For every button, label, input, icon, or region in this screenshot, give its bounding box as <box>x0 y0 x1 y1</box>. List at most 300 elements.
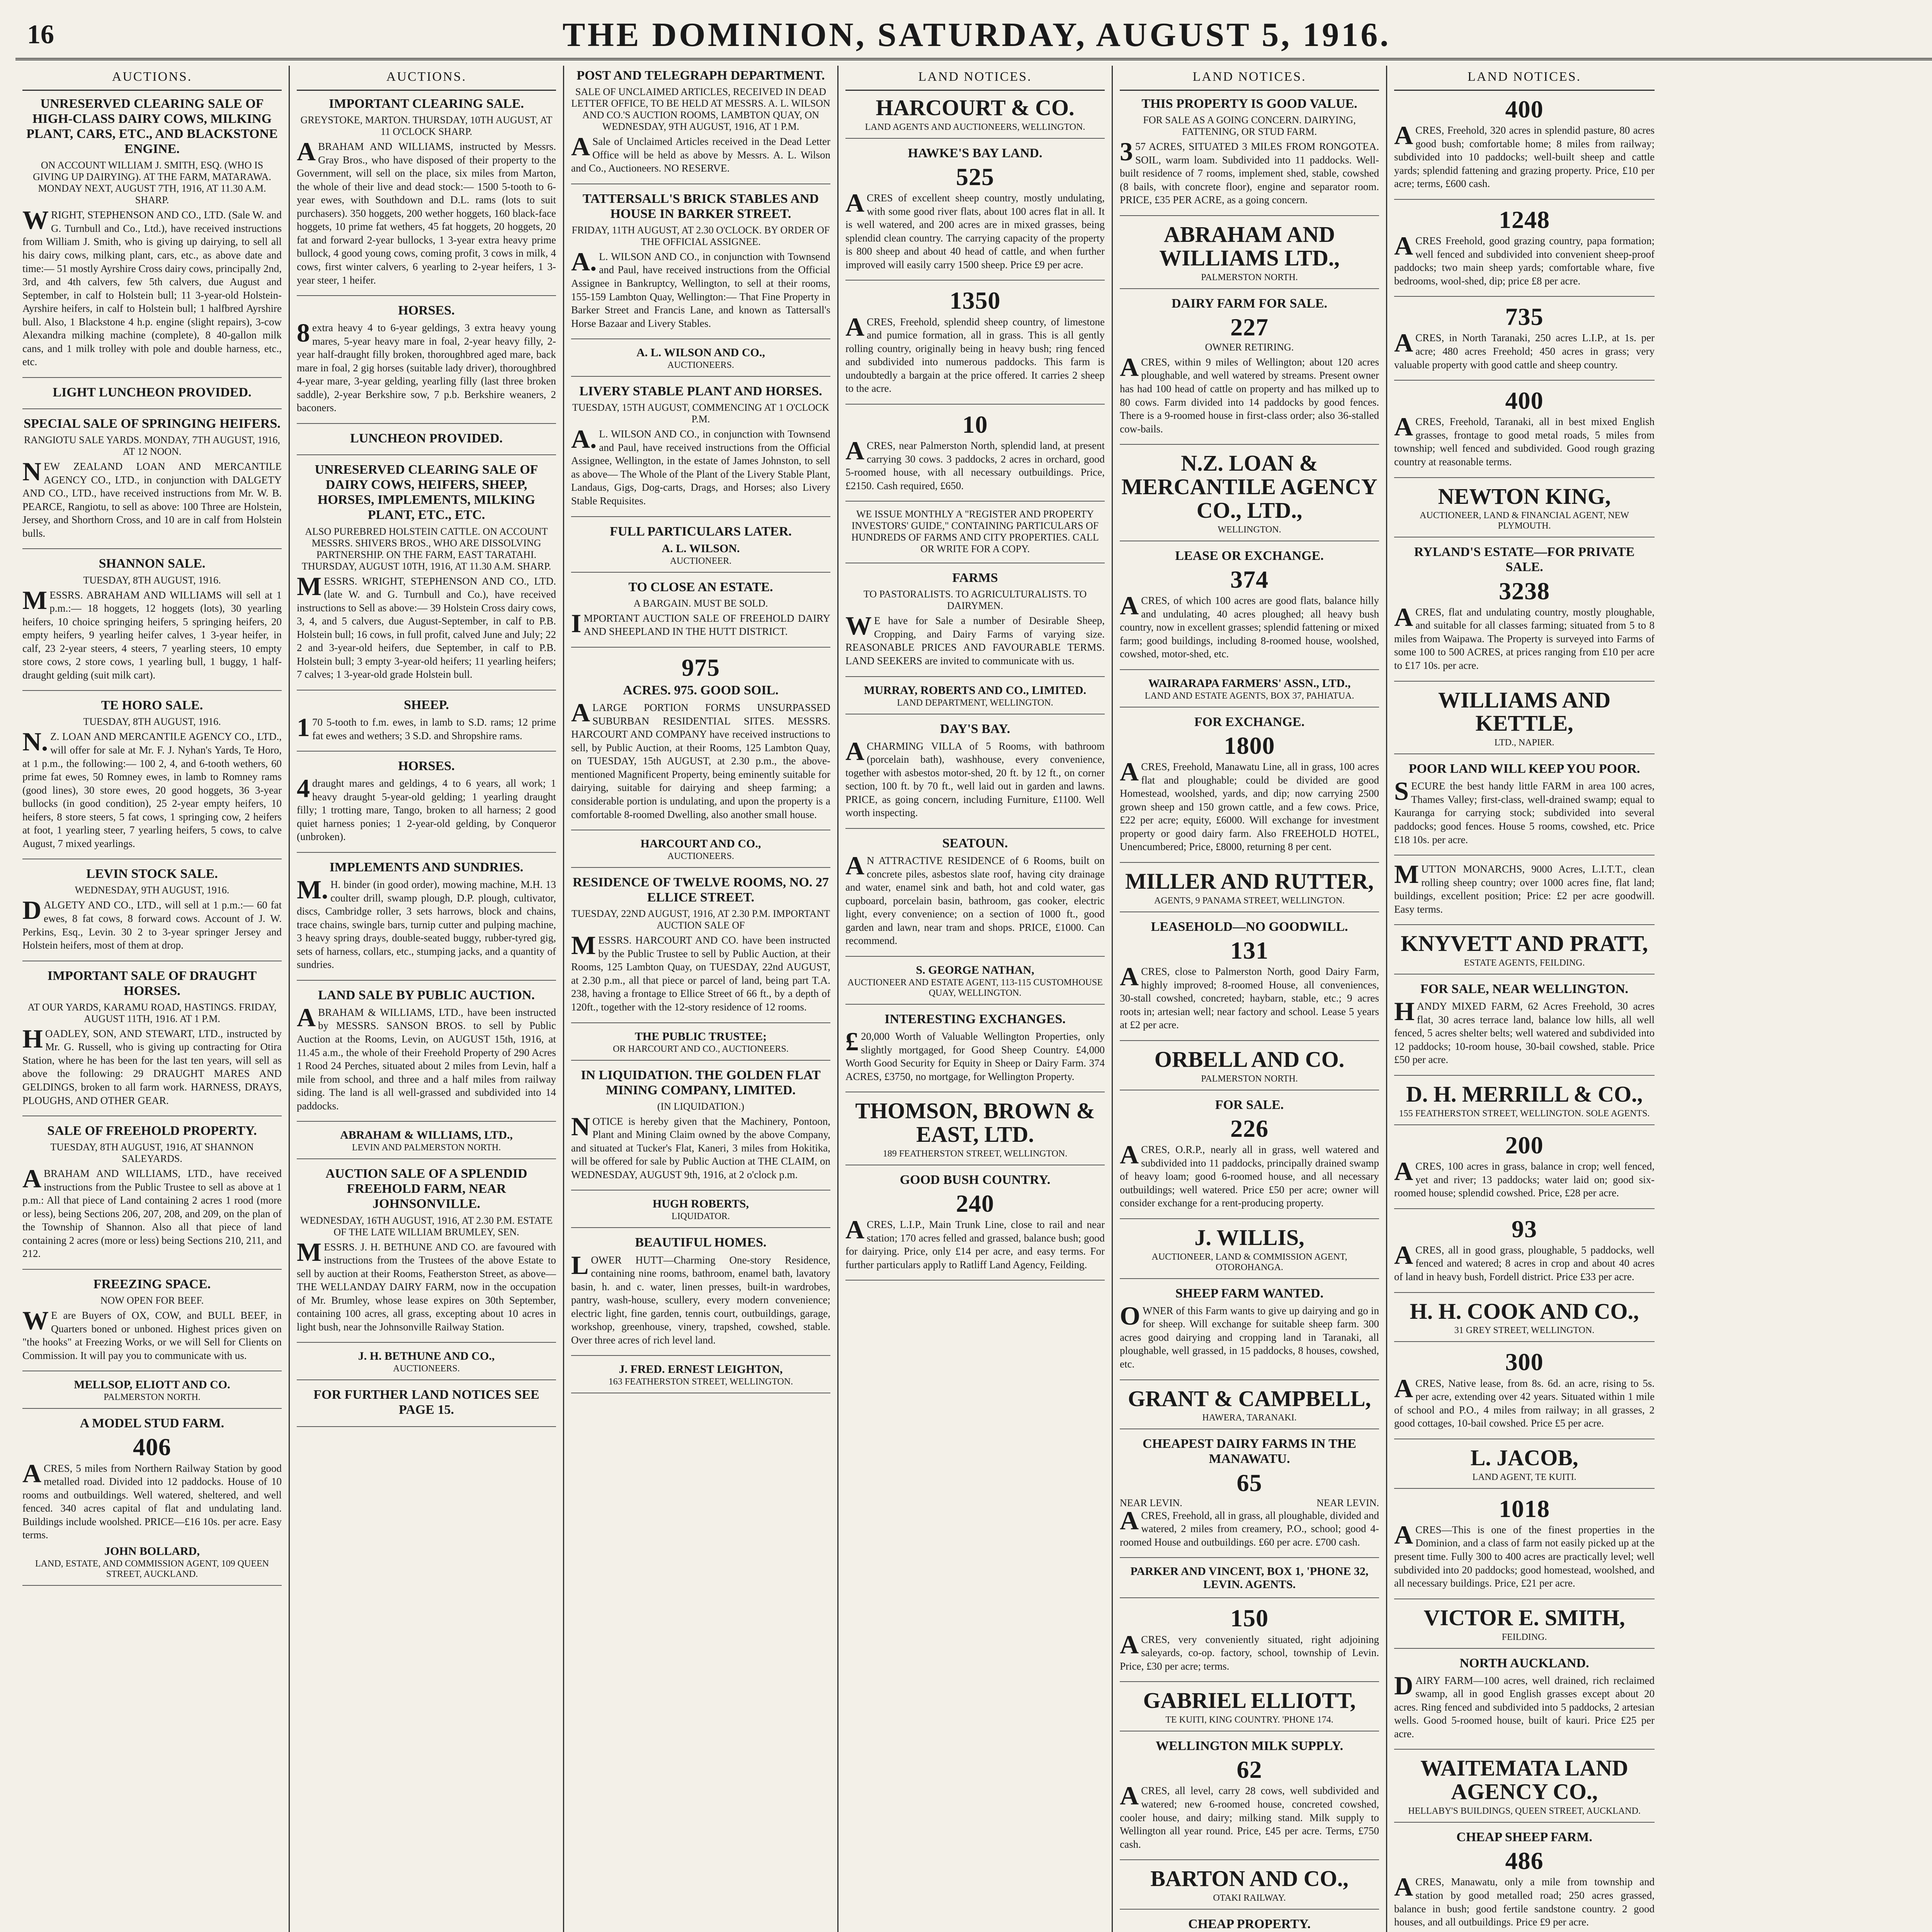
acreage-figure: 735 <box>1505 303 1544 331</box>
advertisement <box>1120 870 1379 912</box>
agent-address: FEILDING. <box>1502 1632 1547 1642</box>
ad-subheading: FRIDAY, 11TH AUGUST, AT 2.30 O'CLOCK. BY ORDER OF THE OFFICIAL ASSIGNEE. <box>571 224 830 247</box>
agent-name: MELLSOP, ELIOTT AND CO. <box>74 1378 230 1391</box>
advertisement <box>845 721 1105 829</box>
ad-body: £20,000 Worth of Valuable Wellington Properties, only slightly mortgaged, for Good Sheep Country. £4,000 Worth Good Security for Equity in Sheep or Dairy Farm. 374 ACRES, £3750, no mortgage, for Wellington Property. <box>845 1026 1105 1082</box>
ad-body: MESSRS. HARCOURT AND CO. have been instructed by the Public Trustee to sell by Public Auction, at their Rooms, 125 Lambton Quay, on TUESDAY, 22nd AUGUST, at 2.30 p.m., all that piece or parcel of land, being part T.A. 238, having a frontage to Ellice Street of 66 ft., by a depth of 120ft., together with the 12-story residence of 12 rooms. <box>571 930 830 1013</box>
ad-heading: WELLINGTON MILK SUPPLY. <box>1155 1739 1344 1753</box>
ad-body: NOTICE is hereby given that the Machinery, Pontoon, Plant and Mining Claim owned by the above Company, and situated at Tucker's Flat, Kaneri, 3 miles from Hokitika, will be offered for sale by Public Auction at THE CLAIM, on WEDNESDAY, AUGUST 9th, 1916, at 2 o'clock p.m. <box>571 1111 830 1180</box>
ad-heading: FOR SALE. <box>1215 1097 1284 1112</box>
ad-heading: IMPORTANT CLEARING SALE. <box>329 97 524 111</box>
advertisement <box>1120 1097 1379 1219</box>
advertisement <box>571 191 830 339</box>
acreage-figure: 240 <box>956 1190 994 1218</box>
ad-body: ACRES, Freehold, 320 acres in splendid pasture, 80 acres good bush; comfortable home; 8 miles from railway; subdivided into 10 paddocks; well-built sheep and cattle yards; splendid fattening and grazing property. Price, £10 per acre; terms, £600 cash. <box>1394 121 1655 190</box>
agent-address: 31 GREY STREET, WELLINGTON. <box>1454 1325 1595 1336</box>
ad-body: ACRES, in North Taranaki, 250 acres L.I.P., at 1s. per acre; 480 acres Freehold; 450 acres in grass; very valuable property with good cattle and sheep country. <box>1394 328 1655 371</box>
ad-subheading: WE ISSUE MONTHLY A "REGISTER AND PROPERTY INVESTORS' GUIDE," CONTAINING PARTICULARS OF HUNDREDS OF FARMS AND CITY PROPERTIES. CALL OR WRITE FOR A COPY. <box>851 509 1099 555</box>
advertisement <box>297 462 556 690</box>
column-heading: AUCTIONS. <box>22 66 282 91</box>
ad-body: ASale of Unclaimed Articles received in the Dead Letter Office will be held as above by Messrs. A. L. Wilson and Co., Auctioneers. NO RESERVE. <box>571 132 830 174</box>
ad-subheading: TUESDAY, 8TH AUGUST, 1916, AT SHANNON SALEYARDS. <box>50 1141 254 1165</box>
column-2 <box>290 66 564 1932</box>
agent-address: AUCTIONEER, LAND & FINANCIAL AGENT, NEW PLYMOUTH. <box>1420 510 1629 531</box>
agent-name: WAIRARAPA FARMERS' ASSN., LTD., <box>1148 677 1351 690</box>
ad-body: DAIRY FARM—100 acres, well drained, rich reclaimed swamp, all in good English grasses except about 20 acres. Ring fenced and subdivided into 5 paddocks, 2 artesian wells. Good 5-roomed house, built of kauri. Price £25 per acre. <box>1394 1670 1655 1740</box>
advertisement <box>571 346 830 377</box>
ad-heading: CHEAP PROPERTY. <box>1188 1917 1311 1932</box>
ad-heading: IN LIQUIDATION. THE GOLDEN FLAT MINING COMPANY, LIMITED. <box>581 1068 821 1097</box>
agent-name: GABRIEL ELLIOTT, <box>1143 1688 1356 1713</box>
ad-heading: HORSES. <box>398 759 455 774</box>
advertisement <box>1120 1867 1379 1910</box>
agent-name: MURRAY, ROBERTS AND CO., LIMITED. <box>864 684 1087 697</box>
ad-body: MESSRS. J. H. BETHUNE AND CO. are favoured with instructions from the Trustees of the above Estate to sell by auction at their Rooms, Featherston Street, as above— THE WELLANDAY DAIRY FARM, now in the occupation of Mr. Brumley, whose lease expires on 30th September, containing 100 acres, all grass, excepting about 10 acres in light bush, near the Johnsonville Railway Station. <box>297 1237 556 1333</box>
advertisement <box>22 968 282 1116</box>
agent-address: 155 FEATHERSTON STREET, WELLINGTON. SOLE AGENTS. <box>1399 1108 1650 1119</box>
ad-body: OWNER of this Farm wants to give up dairying and go in for sheep. Will exchange for suitable sheep farm. 300 acres good dairying and cropping land in Taranaki, all ploughable, well grassed, in 15 paddocks, 8 houses, cowshed, etc. <box>1120 1301 1379 1370</box>
advertisement <box>845 570 1105 677</box>
ad-heading: BEAUTIFUL HOMES. <box>635 1235 767 1250</box>
advertisement <box>1120 677 1379 707</box>
advertisement <box>22 385 282 409</box>
advertisement <box>1394 544 1655 681</box>
advertisement <box>1120 919 1379 1041</box>
ad-body: ACRES, Freehold, Taranaki, all in best mixed English grasses, frontage to good metal roads, 5 miles from township; well fenced and subdivided. Good rough grazing country at reasonable terms. <box>1394 412 1655 468</box>
advertisement <box>297 431 556 455</box>
acreage-figure: 1350 <box>949 287 1001 315</box>
advertisement <box>1394 388 1655 478</box>
agent-name: THE PUBLIC TRUSTEE; <box>634 1030 767 1043</box>
agent-address: HELLABY'S BUILDINGS, QUEEN STREET, AUCKLAND. <box>1408 1806 1641 1816</box>
acreage-figure: 1018 <box>1499 1495 1550 1522</box>
ad-body: HOADLEY, SON, AND STEWART, LTD., instructed by Mr. G. Russell, who is giving up contracting for Otira Station, where he has been for the last ten years, will sell as above the following: 29 DRAUGHT MARES AND GELDINGS, broken to all farm work. HARNESS, DRAYS, PLOUGHS, AND OTHER GEAR. <box>22 1024 282 1106</box>
advertisement <box>1120 1226 1379 1279</box>
ad-subheading: TUESDAY, 8TH AUGUST, 1916. <box>83 574 221 586</box>
agent-name: HARCOURT & CO. <box>876 95 1075 120</box>
ad-subheading: OWNER RETIRING. <box>1205 341 1294 353</box>
ad-body: HANDY MIXED FARM, 62 Acres Freehold, 30 acres flat, 30 acres terrace land, balance low hills, all well fenced, 5 acres shelter belts; well watered and subdivided into 12 paddocks; 10-room house, 30-bail cowshed, stable. Price £50 per acre. <box>1394 997 1655 1066</box>
ad-body: AN ATTRACTIVE RESIDENCE of 6 Rooms, built on concrete piles, asbestos slate roof, having city drainage and water, enamel sink and bath, hot and cold water, gas cupboard, porcelain basin, bathroom, gas cooker, electric light, every convenience; on a section of 1000 ft., good garden and lawn, near tram and shops. PRICE, £1000. Can recommend. <box>845 851 1105 947</box>
location-label: NEAR LEVIN. <box>1316 1497 1379 1509</box>
advertisement <box>1394 96 1655 200</box>
agent-address: AUCTIONEER. <box>670 556 732 566</box>
advertisement <box>1120 223 1379 289</box>
columns <box>15 66 1932 1932</box>
location-row <box>1120 1497 1379 1509</box>
ad-heading: FULL PARTICULARS LATER. <box>610 524 792 539</box>
agent-address: OTAKI RAILWAY. <box>1213 1893 1286 1903</box>
agent-name: ABRAHAM & WILLIAMS, LTD., <box>340 1129 513 1142</box>
agent-name: J. WILLIS, <box>1194 1225 1304 1250</box>
advertisement <box>845 146 1105 281</box>
agent-name: J. H. BETHUNE AND CO., <box>358 1350 495 1363</box>
acreage-figure: 200 <box>1505 1131 1544 1159</box>
advertisement <box>1394 932 1655 975</box>
advertisement <box>571 1235 830 1356</box>
ad-heading: SPECIAL SALE OF SPRINGING HEIFERS. <box>24 417 281 431</box>
advertisement <box>1394 981 1655 1076</box>
ad-heading: TO CLOSE AN ESTATE. <box>628 580 773 594</box>
agent-address: OR HARCOURT AND CO., AUCTIONEERS. <box>613 1044 789 1054</box>
agent-name: ABRAHAM AND WILLIAMS LTD., <box>1159 221 1340 270</box>
ad-heading: UNRESERVED CLEARING SALE OF DAIRY COWS, HEIFERS, SHEEP, HORSES, IMPLEMENTS, MILKING PLANT, ETC., ETC. <box>315 463 538 522</box>
advertisement <box>845 964 1105 1005</box>
advertisement <box>571 655 830 830</box>
agent-name: J. FRED. ERNEST LEIGHTON, <box>619 1363 783 1376</box>
advertisement <box>1120 1917 1379 1932</box>
advertisement <box>1394 207 1655 297</box>
ad-body: ACRES, within 9 miles of Wellington; about 120 acres ploughable, and well watered by streams. Present owner has had 100 head of cattle on property and has milked up to 80 cows. Farm divided into 14 paddocks by good fences. There is a 9-roomed house in first-class order; also 36-stalled cow-bails. <box>1120 352 1379 435</box>
agent-name: WAITEMATA LAND AGENCY CO., <box>1420 1755 1628 1804</box>
ad-body: A.L. WILSON AND CO., in conjunction with Townsend and Paul, have received instructions from the Official Assignee in Bankruptcy, Wellington, to sell at their rooms, 155-159 Lambton Quay, Wellington:— That Fine Property in Barker Street and Francis Lane, and known as Tattersall's Horse Bazaar and Livery Stables. <box>571 247 830 329</box>
ad-heading: DAY'S BAY. <box>940 721 1010 736</box>
ad-body: LOWER HUTT—Charming One-story Residence, containing nine rooms, bathroom, enamel bath, lavatory basin, h. and c. water, linen presses, built-in wardrobes, pantry, wash-house, scullery, every modern convenience; electric light, fine garden, tennis court, outbuildings, garage, workshop, greenhouse, vinery, trapshed, cowshed, stable. Over three acres of rich level land. <box>571 1250 830 1346</box>
advertisement <box>1394 1656 1655 1750</box>
advertisement <box>297 697 556 752</box>
ad-body: ACRES, all level, carry 28 cows, well subdivided and watered; new 6-roomed house, concreted cowshed, cooler house, and dairy; milking stand. Milk supply to Wellington all year round. Price, £45 per acre. Terms, £750 cash. <box>1120 1781 1379 1850</box>
ad-body: WE have for Sale a number of Desirable Sheep, Cropping, and Dairy Farms of varying size. REASONABLE PRICES AND FAVOURABLE TERMS. LAND SEEKERS are invited to communicate with us. <box>845 611 1105 667</box>
agent-address: AUCTIONEERS. <box>667 360 734 371</box>
location-label: NEAR LEVIN. <box>1120 1497 1182 1509</box>
ad-body: A.L. WILSON AND CO., in conjunction with Townsend and Paul, have received instructions from the Official Assignee, Wellington, in the estate of James Johnston, to sell as above— The Whole of the Plant of the Livery Stable Plant, Landaus, Gigs, Dog-carts, Drags, and Horses; also Livery Stable Requisites. <box>571 424 830 507</box>
agent-name: NEWTON KING, <box>1438 483 1611 509</box>
agent-address: LIQUIDATOR. <box>672 1211 730 1222</box>
ad-heading: LEVIN STOCK SALE. <box>86 867 218 881</box>
ad-heading: TE HORO SALE. <box>101 698 203 713</box>
advertisement <box>22 1277 282 1371</box>
column-1 <box>15 66 290 1932</box>
acreage-figure: 975 <box>682 653 720 681</box>
advertisement <box>297 1387 556 1427</box>
agent-address: LAND, ESTATE, AND COMMISSION AGENT, 109 QUEEN STREET, AUCKLAND. <box>35 1558 269 1579</box>
agent-address: AUCTIONEER AND ESTATE AGENT, 113-115 CUSTOMHOUSE QUAY, WELLINGTON. <box>847 977 1103 998</box>
ad-body: NEW ZEALAND LOAN AND MERCANTILE AGENCY CO., LTD., in conjunction with DALGETY AND CO., LTD., have received instructions from Mr. W. B. PEARCE, Rangiotu, to sell as above: 100 Three are Holstein, Jersey, and Shorthorn Cross, and 10 are in calf from Holstein bulls. <box>22 457 282 539</box>
advertisement <box>845 1012 1105 1092</box>
agent-name: WILLIAMS AND KETTLE, <box>1438 687 1611 736</box>
advertisement <box>1394 689 1655 755</box>
ad-body: SECURE the best handy little FARM in area 100 acres, Thames Valley; first-class, well-drained swamp; equal to Kauranga for carrying stock; subdivided into several paddocks; good fences. House 5 rooms, cowshed, etc. Price £18 10s. per acre. <box>1394 776 1655 845</box>
ad-body: M.H. binder (in good order), mowing machine, M.H. 13 coulter drill, swamp plough, D.P. plough, cultivator, discs, Cambridge roller, 3 sets harrows, block and chains, trace chains, swingle bars, turnip cutter and pulping machine, 3 heavy spring drays, double-seated buggy, rubber-tyred gig, sets of harness, collars, etc., stumping jacks, and a quantity of sundries. <box>297 874 556 971</box>
advertisement <box>22 96 282 378</box>
agent-address: PALMERSTON NORTH. <box>1201 272 1298 282</box>
ad-body: ACRES, 100 acres in grass, balance in crop; well fenced, yet and river; 13 paddocks; water laid on; good six-roomed house; splendid cowshed. Price, £28 per acre. <box>1394 1156 1655 1199</box>
acreage-figure: 226 <box>1230 1114 1269 1142</box>
advertisement <box>297 759 556 853</box>
acreage-figure: 93 <box>1512 1215 1537 1243</box>
ad-body: 357 ACRES, SITUATED 3 MILES FROM RONGOTEA. SOIL, warm loam. Subdivided into 11 paddocks. Well-built residence of 7 rooms, implement shed, stable, cowshed (8 bails, with concrete floor), engine and separator room. PRICE, £35 PER ACRE, as a going concern. <box>1120 137 1379 206</box>
column-heading: LAND NOTICES. <box>845 66 1105 91</box>
agent-name: THOMSON, BROWN & EAST, LTD. <box>855 1098 1095 1147</box>
ad-heading: LEASE OR EXCHANGE. <box>1175 548 1324 563</box>
advertisement <box>22 698 282 859</box>
ad-body: ACRES, O.R.P., nearly all in grass, well watered and subdivided into 11 paddocks, principally drained swamp of heavy loam; good 6-roomed house, and all necessary outbuildings; well watered. Price £50 per acre; owner will consider exchange for a rent-producing property. <box>1120 1140 1379 1209</box>
ad-subheading: NOW OPEN FOR BEEF. <box>100 1295 204 1306</box>
ad-subheading: A BARGAIN. MUST BE SOLD. <box>633 597 768 609</box>
acreage-figure: 65 <box>1236 1469 1262 1497</box>
agent-address: LTD., NAPIER. <box>1494 738 1554 748</box>
advertisement <box>571 1030 830 1061</box>
advertisement <box>1120 548 1379 670</box>
ad-subheading: ON ACCOUNT WILLIAM J. SMITH, ESQ. (WHO IS GIVING UP DAIRYING). AT THE FARM, MATARAWA. MONDAY NEXT, AUGUST 7TH, 1916, AT 11.30 A.M. SHARP. <box>33 160 271 206</box>
acreage-figure: 10 <box>962 410 988 438</box>
advertisement <box>845 1099 1105 1165</box>
ad-body: ACRES, Freehold, all in grass, all ploughable, divided and watered, 2 miles from creamery, P.O., school; good 4-roomed House and outbuildings. £60 per acre. £700 cash. <box>1120 1505 1379 1548</box>
agent-name: BARTON AND CO., <box>1150 1866 1349 1891</box>
ad-heading: GOOD BUSH COUNTRY. <box>900 1172 1051 1187</box>
ad-heading: POST AND TELEGRAPH DEPARTMENT. <box>577 68 825 83</box>
column-5 <box>1113 66 1387 1932</box>
ad-heading: FREEZING SPACE. <box>93 1277 211 1292</box>
acreage-figure: 400 <box>1505 387 1544 415</box>
ad-body: ACRES—This is one of the finest properties in the Dominion, and a class of farm not easily picked up at the present time. Fully 300 to 400 acres are practically level; well subdivided into 20 paddocks; good homestead, woolshed, and all necessary buildings. Price, £21 per acre. <box>1394 1520 1655 1589</box>
ad-subheading: WEDNESDAY, 9TH AUGUST, 1916. <box>75 884 230 896</box>
ad-body: WE are Buyers of OX, COW, and BULL BEEF, in Quarters boned or unboned. Highest prices given on "the hooks" at Freezing Works, or we will Sell for Clients on Commission. It will pay you to communicate with us. <box>22 1306 282 1361</box>
ad-body: ACRES, close to Palmerston North, good Dairy Farm, highly improved; 8-roomed House, all conveniences, 30-stall cowshed, concreted; haybarn, stable, etc.; 9 acres roots in; artesian well; near factory and school. Lease 5 years at £2 per acre. <box>1120 962 1379 1031</box>
ad-heading: LUNCHEON PROVIDED. <box>350 431 503 446</box>
ad-heading: POOR LAND WILL KEEP YOU POOR. <box>1408 762 1640 776</box>
agent-name: MILLER AND RUTTER, <box>1125 868 1374 894</box>
agent-name: S. GEORGE NATHAN, <box>916 963 1034 976</box>
masthead <box>15 12 1932 60</box>
advertisement <box>1120 1048 1379 1090</box>
ad-body: MESSRS. WRIGHT, STEPHENSON AND CO., LTD. (late W. and G. Turnbull and Co.), have received instructions to Sell as above:— 39 Holstein Cross dairy cows, 3, 4, and 5 calvers, due August-September, in calf to P.B. Holstein bull; 16 cows, in full profit, calved June and July; 22 2 and 3-year-old heifers, due September, in calf to P.B. Holstein bull; 3 empty 3-year-old heifers; 11 yearling heifers; 7 calves; 1 3-year-old grade Holstein bull. <box>297 571 556 680</box>
advertisement <box>1394 1606 1655 1649</box>
page-number: 16 <box>27 20 54 49</box>
ad-subheading: WEDNESDAY, 16TH AUGUST, 1916, AT 2.30 P.M. ESTATE OF THE LATE WILLIAM BRUMLEY, SEN. <box>300 1214 553 1238</box>
advertisement <box>1394 1446 1655 1489</box>
agent-address: ESTATE AGENTS, FEILDING. <box>1464 958 1585 968</box>
ad-body: ACRES, Manawatu, only a mile from township and station by good metalled road; 250 acres grassed, balance in bush; good fertile sandstone country. 2 good houses, and all outbuildings. Price £9 per acre. <box>1394 1872 1655 1928</box>
ad-heading: SEATOUN. <box>942 836 1008 850</box>
acreage-figure: 486 <box>1505 1847 1544 1875</box>
advertisement <box>1394 859 1655 925</box>
ad-heading: FARMS <box>952 571 998 585</box>
advertisement <box>1394 761 1655 855</box>
advertisement <box>297 860 556 981</box>
agent-name: A. L. WILSON AND CO., <box>636 346 765 359</box>
ad-heading: SHANNON SALE. <box>99 556 206 571</box>
agent-address: AUCTIONEERS. <box>393 1364 460 1374</box>
ad-heading: THIS PROPERTY IS GOOD VALUE. <box>1141 97 1357 111</box>
ad-body: WRIGHT, STEPHENSON AND CO., LTD. (Sale W. and G. Turnbull and Co., Ltd.), have received instructions from William J. Smith, who is giving up dairying, to sell all his dairy cows, milking plant, cars, etc., as above date and time:— 51 mostly Ayrshire Cross dairy cows, principally 2nd, 3rd, and 4th calvers, few 5th calvers, due August and September, in calf to Holstein bull; 11 3-year-old Holstein-Ayrshire heifers, in calf to Holstein bull; 1 halfbred Ayrshire bull. Also, 1 Blackstone 4 h.p. engine (slight repairs), 3-cow Alexandra milking machine (complete), 8 40-gallon milk cans, and 1 milk trolley with pole and double harness, etc., etc. <box>22 205 282 368</box>
advertisement <box>1394 1300 1655 1342</box>
ad-heading: FOR FURTHER LAND NOTICES SEE PAGE 15. <box>313 1388 539 1417</box>
advertisement <box>1394 1757 1655 1823</box>
ad-subheading: TUESDAY, 22ND AUGUST, 1916, AT 2.30 P.M. IMPORTANT AUCTION SALE OF <box>571 908 830 931</box>
ad-subheading: AT OUR YARDS, KARAMU ROAD, HASTINGS. FRIDAY, AUGUST 11TH, 1916. AT 1 P.M. <box>27 1001 277 1024</box>
ad-body: ACRES of excellent sheep country, mostly undulating, with some good river flats, about 100 acres flat in all. It is well watered, and 200 acres are in mixed grasses, being splendid clean country. The carrying capacity of the property is 800 sheep and about 40 head of cattle, and when further improved will easily carry 1500 sheep. Price £9 per acre. <box>845 188 1105 270</box>
column-heading: AUCTIONS. <box>297 66 556 91</box>
ad-body: 170 5-tooth to f.m. ewes, in lamb to S.D. rams; 12 prime fat ewes and wethers; 3 S.D. and Shropshire rams. <box>297 712 556 742</box>
agent-name: PARKER AND VINCENT, BOX 1, 'PHONE 32, LEVIN. AGENTS. <box>1130 1565 1369 1591</box>
ad-body: ABRAHAM AND WILLIAMS, instructed by Messrs. Gray Bros., who have disposed of their property to the Government, will sell on the place, six miles from Marton, the whole of their live and dead stock:— 1500 5-tooth to 6-year ewes, with Southdown and D.L. rams (lots to suit purchasers). 350 hoggets, 200 wether hoggets, 160 black-face hoggets, 10 prime fat wethers, 45 fat hoggets, 20 hoggets, 20 fat and forward 2-year bullocks, 1 3-year extra heavy prime bullock, 4 good young cows, coming profit, 3 cows in milk, 4 cows, first winter calvers, 6 yearling to 2-year heifers, 1 3-year steer, 1 heifer. <box>297 137 556 286</box>
advertisement <box>845 287 1105 404</box>
acreage-figure: 406 <box>133 1433 171 1461</box>
advertisement <box>571 580 830 648</box>
acreage-figure: 1248 <box>1499 206 1550 233</box>
agent-address: LAND AGENTS AND AUCTIONEERS, WELLINGTON. <box>865 122 1085 132</box>
ad-heading: IMPORTANT SALE OF DRAUGHT HORSES. <box>47 968 257 998</box>
advertisement <box>297 988 556 1122</box>
advertisement <box>1120 96 1379 216</box>
ad-heading: CHEAP SHEEP FARM. <box>1456 1830 1592 1845</box>
agent-name: HARCOURT AND CO., <box>640 837 761 850</box>
ad-subheading: RANGIOTU SALE YARDS. MONDAY, 7TH AUGUST, 1916, AT 12 NOON. <box>24 434 281 457</box>
advertisement <box>1394 304 1655 381</box>
advertisement <box>1120 296 1379 445</box>
column-6 <box>1387 66 1662 1932</box>
ad-body: IMPORTANT AUCTION SALE OF FREEHOLD DAIRY AND SHEEPLAND IN THE HUTT DISTRICT. <box>571 608 830 638</box>
advertisement <box>1394 1083 1655 1125</box>
advertisement <box>571 1197 830 1228</box>
agent-address: AUCTIONEERS. <box>667 851 734 862</box>
ad-body: MESSRS. ABRAHAM AND WILLIAMS will sell at 1 p.m.:— 18 hoggets, 12 hoggets (lots), 30 yearling heifers, 10 choice springing heifers, 5 springing heifers, 20 empty heifers, 9 yearling heifer calves, 1 3-year heifer, in calf, 23 2-year steers, 4 steers, 7 yearling steers, 10 empty store cows, 2 store cows, 1 yearling bull, 1 buggy, 1 half-draught gelding (suit milk cart). <box>22 585 282 681</box>
advertisement <box>845 684 1105 714</box>
advertisement <box>297 1166 556 1343</box>
ad-body: ACRES, flat and undulating country, mostly ploughable, and suitable for all classes farming; situated from 5 to 8 miles from Waipawa. The Property is surveyed into Farms of some 100 to 500 ACRES, at prices ranging from £10 per acre to £17 10s. per acre. <box>1394 602 1655 671</box>
ad-heading: UNRESERVED CLEARING SALE OF HIGH-CLASS DAIRY COWS, MILKING PLANT, CARS, ETC., AND BLACKSTONE ENGINE. <box>26 97 278 156</box>
ad-subheading: GREYSTOKE, MARTON. THURSDAY, 10TH AUGUST, AT 11 O'CLOCK SHARP. <box>300 114 553 138</box>
ad-body: ACHARMING VILLA of 5 Rooms, with bathroom (porcelain bath), washhouse, every convenience, together with asbestos motor-shed, 20 ft. by 12 ft., on corner section, 100 ft. by 70 ft., well laid out in garden and lawns. PRICE, as going concern, including Furniture, £1100. Well worth inspecting. <box>845 736 1105 819</box>
acreage-figure: 62 <box>1236 1756 1262 1784</box>
agent-name: N.Z. LOAN & MERCANTILE AGENCY CO., LTD., <box>1121 451 1378 523</box>
agent-name: A. L. WILSON. <box>662 542 740 555</box>
acreage-figure: 400 <box>1505 95 1544 123</box>
advertisement <box>1394 485 1655 538</box>
agent-address: PALMERSTON NORTH. <box>104 1392 201 1403</box>
advertisement <box>22 1378 282 1409</box>
advertisement <box>1120 1605 1379 1682</box>
advertisement <box>1120 1738 1379 1860</box>
ad-body: N.Z. LOAN AND MERCANTILE AGENCY CO., LTD., will offer for sale at Mr. F. J. Nyhan's Yards, Te Horo, at 1 p.m., the following:— 100 2, 4, and 6-tooth wethers, 60 prime fat ewes, 50 Romney ewes, in lamb to Romney rams (good lines), 30 store ewes, 20 good hoggets, 36 3-year bullocks (in good condition), 25 2-year empty heifers, 10 heifers, 8 store steers, 5 fat cows, 1 springing cow, 2 heifers at foot, 1 yearling steer, 7 yearling heifers, 5 cows, to calve August, 7 mixed yearlings. <box>22 727 282 849</box>
ad-heading: RYLAND'S ESTATE—FOR PRIVATE SALE. <box>1414 545 1635 575</box>
agent-address: LAND AND ESTATE AGENTS, BOX 37, PAHIATUA. <box>1145 690 1354 701</box>
ad-body: ALARGE PORTION FORMS UNSURPASSED SUBURBAN RESIDENTIAL SITES. MESSRS. HARCOURT AND COMPANY have received instructions to sell, by Public Auction, at their Rooms, 125 Lambton Quay, on TUESDAY, 15th AUGUST, at 2.30 p.m., the above-mentioned Magnificent Property, being eminently suitable for dairying, suitable for dairying and sheep farming; a considerable portion is undulating, and upon the property is a comfortable 8-roomed Dwelling, also another small house. <box>571 698 830 820</box>
ad-subheading: TO PASTORALISTS. TO AGRICULTURALISTS. TO DAIRYMEN. <box>863 588 1087 612</box>
agent-name: L. JACOB, <box>1470 1445 1578 1470</box>
advertisement <box>22 556 282 691</box>
ad-subheading: (IN LIQUIDATION.) <box>657 1100 745 1112</box>
advertisement <box>22 416 282 549</box>
ad-heading: ACRES. 975. GOOD SOIL. <box>623 683 779 698</box>
ad-body: ACRES, 5 miles from Northern Railway Station by good metalled road. Divided into 12 paddocks. House of 10 rooms and outbuildings. Well watered, sheltered, and well fenced. 340 acres capital of flat and undulating land. Buildings include woolshed. PRICE—£16 10s. per acre. Easy terms. <box>22 1458 282 1541</box>
agent-address: WELLINGTON. <box>1218 524 1281 535</box>
ad-subheading: FOR SALE AS A GOING CONCERN. DAIRYING, FATTENING, OR STUD FARM. <box>1143 114 1356 138</box>
ad-heading: RESIDENCE OF TWELVE ROOMS, NO. 27 ELLICE STREET. <box>573 875 829 905</box>
advertisement <box>845 509 1105 563</box>
ad-subheading: SALE OF UNCLAIMED ARTICLES, RECEIVED IN DEAD LETTER OFFICE, TO BE HELD AT MESSRS. A. L. WILSON AND CO.'S AUCTION ROOMS, LAMBTON QUAY, ON WEDNESDAY, 9TH AUGUST, 1916, AT 1 P.M. <box>571 86 830 133</box>
advertisement <box>845 96 1105 139</box>
agent-name: KNYVETT AND PRATT, <box>1401 931 1648 956</box>
acreage-figure: 3238 <box>1499 577 1550 605</box>
acreage-figure: 1800 <box>1224 731 1275 759</box>
agent-address: HAWERA, TARANAKI. <box>1202 1413 1297 1423</box>
column-heading: LAND NOTICES. <box>1120 66 1379 91</box>
agent-address: AUCTIONEER, LAND & COMMISSION AGENT, OTOROHANGA. <box>1151 1252 1347 1272</box>
advertisement <box>1120 1387 1379 1430</box>
agent-address: LAND AGENT, TE KUITI. <box>1472 1472 1577 1482</box>
ad-body: ACRES, very conveniently situated, right adjoining saleyards, co-op. factory, school, township of Levin. Price, £30 per acre; terms. <box>1120 1629 1379 1672</box>
agent-name: D. H. MERRILL & CO., <box>1406 1082 1643 1107</box>
ad-heading: LIGHT LUNCHEON PROVIDED. <box>53 385 252 400</box>
advertisement <box>845 412 1105 502</box>
ad-heading: NORTH AUCKLAND. <box>1459 1656 1589 1670</box>
advertisement <box>845 836 1105 957</box>
agent-address: AGENTS, 9 PANAMA STREET, WELLINGTON. <box>1154 895 1345 906</box>
agent-name: H. H. COOK AND CO., <box>1410 1298 1639 1324</box>
agent-address: LAND DEPARTMENT, WELLINGTON. <box>897 697 1053 708</box>
ad-heading: LAND SALE BY PUBLIC AUCTION. <box>318 988 535 1002</box>
acreage-figure: 525 <box>956 163 994 190</box>
ad-body: 8extra heavy 4 to 6-year geldings, 3 extra heavy young mares, 5-year heavy mare in foal, 2-year heavy filly, 2-year half-draught filly broken, thoroughbred aged mare, back mare in foal, 2 gig horses (suitable lady driver), thoroughbred 4-year mare, 3-year gelding, yearling filly (last three broken saddle), 2-year Berkshire sow, 7 p.b. Berkshire weaners, 2 baconers. <box>297 318 556 414</box>
advertisement <box>22 1416 282 1586</box>
ad-body: ACRES, L.I.P., Main Trunk Line, close to rail and near station; 170 acres felled and grassed, balance bush; good for dairying. Price, only £14 per acre, and easy terms. For further particulars apply to Ratliff Land Agency, Feilding. <box>845 1215 1105 1270</box>
ad-heading: FOR SALE, NEAR WELLINGTON. <box>1420 982 1629 997</box>
ad-body: ACRES, Freehold, Manawatu Line, all in grass, 100 acres flat and ploughable; could be divided are good Homestead, woolshed, yards, and dip; now carrying 2500 grown sheep and 150 grown cattle, and a few cows. Price, £22 per acre; equity, £6000. Will exchange for investment property or good dairy farm. Also FREEHOLD HOTEL, Unencumbered; Price, £8000, returning 8 per cent. <box>1120 757 1379 853</box>
ad-body: ACRES, of which 100 acres are good flats, balance hilly and undulating, 40 acres ploughed; all heavy bush country, now in excellent grasses; splendid fattening or mixed farm; good buildings, including 8-roomed house, woolshed, cowshed, motor-shed, etc. <box>1120 591 1379 660</box>
advertisement <box>1394 1132 1655 1209</box>
advertisement <box>1394 1349 1655 1439</box>
ad-heading: SHEEP FARM WANTED. <box>1175 1286 1324 1301</box>
agent-name: VICTOR E. SMITH, <box>1423 1605 1625 1630</box>
ad-subheading: ALSO PUREBRED HOLSTEIN CATTLE. ON ACCOUNT MESSRS. SHIVERS BROS., WHO ARE DISSOLVING PARTNERSHIP. ON THE FARM, EAST TARATAHI. THURSDAY, AUGUST 10TH, 1916, AT 11.30 A.M. SHARP. <box>301 526 551 572</box>
advertisement <box>571 68 830 184</box>
acreage-figure: 300 <box>1505 1348 1544 1376</box>
advertisement <box>1394 1216 1655 1293</box>
agent-address: TE KUITI, KING COUNTRY. 'PHONE 174. <box>1165 1715 1333 1725</box>
ad-heading: IMPLEMENTS AND SUNDRIES. <box>329 860 524 874</box>
agent-name: ORBELL AND CO. <box>1154 1046 1345 1072</box>
ad-body: MUTTON MONARCHS, 9000 Acres, L.I.T.T., clean rolling sheep country; over 1000 acres fine, flat land; buildings, excellent position; Price: £2 per acre goodwill. Easy terms. <box>1394 859 1655 915</box>
agent-address: LEVIN AND PALMERSTON NORTH. <box>352 1143 501 1153</box>
advertisement <box>571 1363 830 1393</box>
agent-name: GRANT & CAMPBELL, <box>1128 1386 1371 1411</box>
ad-body: ACRES, Native lease, from 8s. 6d. an acre, rising to 5s. per acre, extending over 42 years. Situated within 1 mile of school and P.O., 4 miles from railway; in all grasses, 2 good cottages, 10-bail cowshed. Price £5 per acre. <box>1394 1373 1655 1429</box>
ad-body: ABRAHAM AND WILLIAMS, LTD., have received instructions from the Public Trustee to sell as above at 1 p.m.: All that piece of Land containing 2 acres 1 rood (more or less), being Sections 206, 207, 208, and 209, on the plan of the Township of Shannon. Also all that piece of land containing 2 acres (more or less) being Sections 210, 211, and 212. <box>22 1164 282 1260</box>
advertisement <box>1120 1286 1379 1380</box>
ad-heading: LEASEHOLD—NO GOODWILL. <box>1151 919 1348 934</box>
newspaper-title: THE DOMINION, SATURDAY, AUGUST 5, 1916. <box>562 16 1391 54</box>
advertisement <box>22 1123 282 1270</box>
agent-address: PALMERSTON NORTH. <box>1201 1073 1298 1084</box>
advertisement <box>571 1068 830 1191</box>
ad-heading: A MODEL STUD FARM. <box>80 1416 224 1431</box>
advertisement <box>297 1129 556 1159</box>
ad-heading: TATTERSALL'S BRICK STABLES AND HOUSE IN BARKER STREET. <box>582 191 819 221</box>
agent-address: 163 FEATHERSTON STREET, WELLINGTON. <box>608 1377 793 1387</box>
ad-subheading: TUESDAY, 8TH AUGUST, 1916. <box>83 716 221 728</box>
advertisement <box>1120 1565 1379 1598</box>
ad-body: ACRES, Freehold, splendid sheep country, of limestone and pumice formation, all in grass. This is all gently rolling country, originally being in heavy bush; ring fenced and subdivided into numerous paddocks. This farm is undoubtedly a bargain at the price offered. It carries 2 sheep to the acre. <box>845 312 1105 395</box>
advertisement <box>297 1350 556 1380</box>
ad-heading: CHEAPEST DAIRY FARMS IN THE MANAWATU. <box>1143 1437 1356 1466</box>
column-4 <box>838 66 1113 1932</box>
ad-heading: HAWKE'S BAY LAND. <box>908 146 1043 160</box>
advertisement <box>1120 1436 1379 1558</box>
advertisement <box>1394 1830 1655 1932</box>
advertisement <box>571 875 830 1023</box>
agent-address: 189 FEATHERSTON STREET, WELLINGTON. <box>883 1148 1068 1159</box>
advertisement <box>845 1172 1105 1281</box>
ad-body: 4draught mares and geldings, 4 to 6 years, all work; 1 heavy draught 5-year-old gelding; 1 yearling draught filly; 1 trotting mare, Tango, broken to all harness; 2 good quiet harness ponies; 1 2-year-old gelding, by Conqueror (unbroken). <box>297 774 556 843</box>
advertisement <box>1394 1496 1655 1599</box>
advertisement <box>297 96 556 296</box>
ad-heading: SHEEP. <box>404 697 449 712</box>
ad-body: ACRES, all in good grass, ploughable, 5 paddocks, well fenced and watered; 8 acres in crop and about 40 acres of land in heavy bush, Fordell district. Price £33 per acre. <box>1394 1240 1655 1283</box>
agent-name: HUGH ROBERTS, <box>653 1197 749 1211</box>
advertisement <box>571 384 830 517</box>
